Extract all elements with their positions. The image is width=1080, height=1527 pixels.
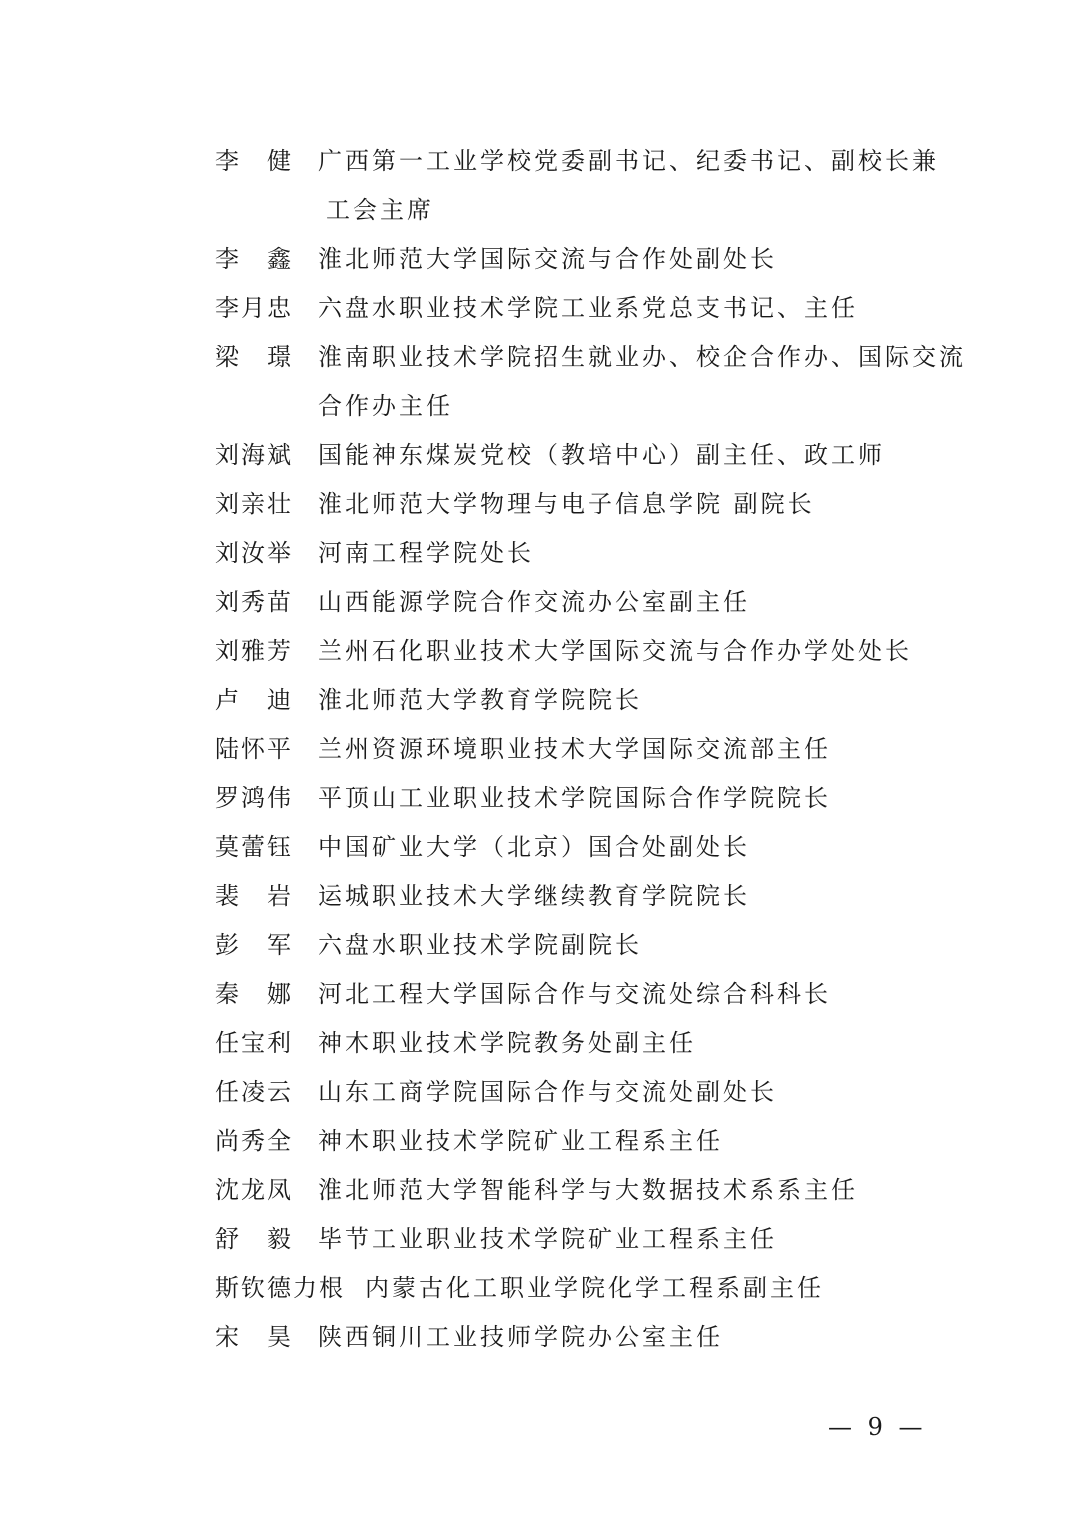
- person-name: 刘雅芳: [215, 637, 293, 665]
- person-title: 淮南职业技术学院招生就业办、校企合作办、国际交流: [318, 343, 966, 371]
- person-name: 刘汝举: [215, 539, 293, 567]
- list-item: [215, 1215, 925, 1264]
- person-title: 六盘水职业技术学院副院长: [318, 931, 642, 959]
- person-name: 莫蕾钰: [215, 833, 293, 861]
- list-item: [215, 1019, 925, 1068]
- person-name: 尚秀全: [215, 1127, 293, 1155]
- person-name: 李月忠: [215, 294, 293, 322]
- name-char: 健: [267, 147, 291, 175]
- name-char: 昊: [267, 1323, 291, 1351]
- list-item: [215, 1166, 925, 1215]
- person-title: 神木职业技术学院矿业工程系主任: [318, 1127, 723, 1155]
- person-title-continued: 合作办主任: [318, 392, 453, 420]
- person-name: [215, 921, 291, 970]
- person-title: 山西能源学院合作交流办公室副主任: [318, 588, 750, 616]
- list-item: [215, 480, 925, 529]
- person-title: 运城职业技术大学继续教育学院院长: [318, 882, 750, 910]
- person-name: 罗鸿伟: [215, 784, 293, 812]
- name-char: 岩: [267, 882, 291, 910]
- person-title: 兰州资源环境职业技术大学国际交流部主任: [318, 735, 831, 763]
- person-title: 六盘水职业技术学院工业系党总支书记、主任: [318, 294, 858, 322]
- list-item: [215, 235, 925, 284]
- person-name: 刘海斌: [215, 441, 293, 469]
- person-name: 陆怀平: [215, 735, 293, 763]
- person-title: 淮北师范大学智能科学与大数据技术系系主任: [318, 1176, 858, 1204]
- person-name: 刘秀苗: [215, 588, 293, 616]
- person-name: [215, 137, 291, 186]
- person-name: [215, 1313, 291, 1362]
- list-item: [215, 627, 925, 676]
- person-name: [215, 872, 291, 921]
- person-title-continued: 工会主席: [326, 196, 434, 224]
- list-item: [215, 1313, 925, 1362]
- list-item: [215, 872, 925, 921]
- person-name: 沈龙凤: [215, 1176, 293, 1204]
- name-char: 裴: [215, 882, 239, 910]
- name-char: 彭: [215, 931, 239, 959]
- person-title: 淮北师范大学教育学院院长: [318, 686, 642, 714]
- person-title: 毕节工业职业技术学院矿业工程系主任: [318, 1225, 777, 1253]
- list-item: [215, 774, 925, 823]
- person-title: 兰州石化职业技术大学国际交流与合作办学处处长: [318, 637, 912, 665]
- name-char: 迪: [267, 686, 291, 714]
- member-list: [215, 137, 966, 1362]
- person-name: 任凌云: [215, 1078, 293, 1106]
- name-char: 毅: [267, 1225, 291, 1253]
- name-char: 鑫: [267, 245, 291, 273]
- person-title: 广西第一工业学校党委副书记、纪委书记、副校长兼: [318, 147, 939, 175]
- person-title: 中国矿业大学（北京）国合处副处长: [318, 833, 750, 861]
- list-item: [215, 1068, 925, 1117]
- person-title: 河南工程学院处长: [318, 539, 534, 567]
- person-name: 斯钦德力根: [215, 1274, 345, 1302]
- list-item: [215, 1264, 925, 1313]
- list-item: [215, 921, 925, 970]
- list-item: [215, 823, 925, 872]
- person-name: [215, 1215, 291, 1264]
- person-name: [215, 676, 291, 725]
- person-name: [215, 235, 291, 284]
- name-char: 卢: [215, 686, 239, 714]
- name-char: 舒: [215, 1225, 239, 1253]
- name-char: 秦: [215, 980, 239, 1008]
- person-name: 刘亲壮: [215, 490, 293, 518]
- list-item: [215, 725, 925, 774]
- list-item: [215, 970, 925, 1019]
- person-title: 国能神东煤炭党校（教培中心）副主任、政工师: [318, 441, 885, 469]
- list-item: [215, 578, 925, 627]
- name-char: 梁: [215, 343, 239, 371]
- list-item: [215, 431, 925, 480]
- name-char: 宋: [215, 1323, 239, 1351]
- person-name: [215, 333, 291, 382]
- person-title: 淮北师范大学物理与电子信息学院 副院长: [318, 490, 815, 518]
- name-char: 军: [267, 931, 291, 959]
- person-name: [215, 970, 291, 1019]
- list-item: [215, 137, 939, 235]
- name-char: 娜: [267, 980, 291, 1008]
- list-item: [215, 284, 925, 333]
- person-title: 内蒙古化工职业学院化学工程系副主任: [365, 1274, 824, 1302]
- name-char: 李: [215, 147, 239, 175]
- person-title: 神木职业技术学院教务处副主任: [318, 1029, 696, 1057]
- person-title: 山东工商学院国际合作与交流处副处长: [318, 1078, 777, 1106]
- person-title: 平顶山工业职业技术学院国际合作学院院长: [318, 784, 831, 812]
- person-title: 河北工程大学国际合作与交流处综合科科长: [318, 980, 831, 1008]
- page-number: — 9 —: [828, 1413, 927, 1441]
- person-title: 淮北师范大学国际交流与合作处副处长: [318, 245, 777, 273]
- name-char: 璟: [267, 343, 291, 371]
- list-item: [215, 1117, 925, 1166]
- list-item: [215, 529, 925, 578]
- name-char: 李: [215, 245, 239, 273]
- list-item: [215, 333, 966, 431]
- person-title: 陕西铜川工业技师学院办公室主任: [318, 1323, 723, 1351]
- list-item: [215, 676, 925, 725]
- person-name: 任宝利: [215, 1029, 293, 1057]
